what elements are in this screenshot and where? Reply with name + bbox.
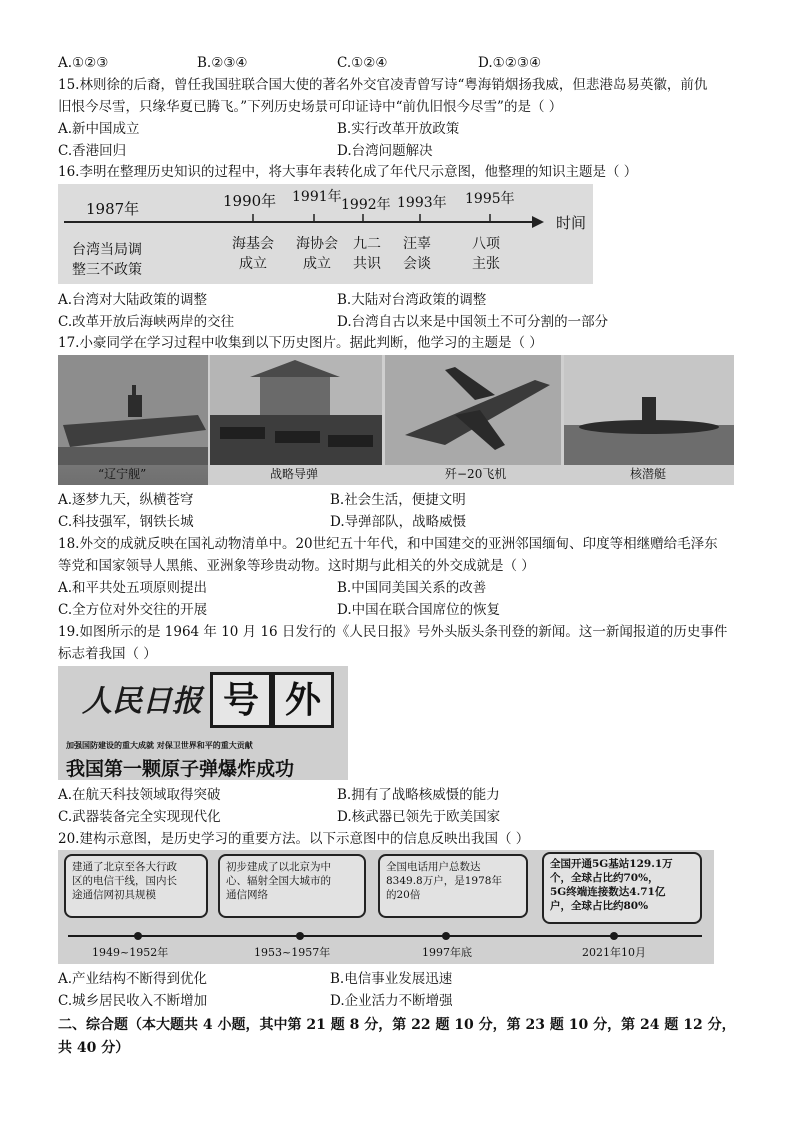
- q16-option-c: C.改革开放后海峡两岸的交往: [58, 314, 235, 330]
- timeline-year-1995: 1995年: [465, 191, 515, 207]
- q15-option-d: D.台湾问题解决: [337, 143, 433, 159]
- newspaper-headline: 我国第一颗原子弹爆炸成功: [66, 758, 295, 780]
- q20-option-d: D.企业活力不断增强: [330, 993, 453, 1009]
- q19-option-a: A.在航天科技领域取得突破: [58, 787, 221, 803]
- q16-option-b: B.大陆对台湾政策的调整: [337, 292, 487, 308]
- timeline-event-1990: 海基会 成立: [232, 236, 274, 272]
- q20-option-b: B.电信事业发展迅速: [330, 971, 453, 987]
- timeline-year-1993: 1993年: [397, 195, 447, 211]
- q20-stem: 20.建构示意图，是历史学习的重要方法。以下示意图中的信息反映出我国（ ）: [58, 831, 530, 847]
- timeline-year-1987: 1987年: [86, 200, 140, 218]
- q20-box-1997: 全国电话用户总数达 8349.8万户，是1978年 的20倍: [378, 854, 528, 918]
- q15-stem-line1: 15.林则徐的后裔，曾任我国驻联合国大使的著名外交官凌青曾写诗“粤海销烟扬我威，但悲港岛易英徽，前仇: [58, 77, 708, 93]
- newspaper-subhead: 加强国防建设的重大成就 对保卫世界和平的重大贡献: [66, 740, 253, 750]
- timeline-year-1990: 1990年: [223, 192, 277, 210]
- timeline-year-1992: 1992年: [341, 197, 391, 213]
- q20-option-c: C.城乡居民收入不断增加: [58, 993, 208, 1009]
- q20-box-2021: 全国开通5G基站129.1万 个，全球占比约70%， 5G终端连接数达4.71亿 户，全球占比约80%: [542, 852, 702, 924]
- timeline-time-label: 时间: [556, 214, 587, 232]
- q16-timeline-figure: [58, 184, 593, 284]
- strategic-missile-photo: [210, 355, 382, 485]
- q19-newspaper-figure: [58, 666, 348, 780]
- timeline-event-1993: 汪辜 会谈: [403, 236, 431, 272]
- caption-j20: 歼−20飞机: [445, 467, 507, 481]
- q20-date-1953: 1953~1957年: [254, 946, 331, 959]
- q19-option-d: D.核武器已领先于欧美国家: [337, 809, 501, 825]
- q16-option-a: A.台湾对大陆政策的调整: [58, 292, 208, 308]
- newspaper-wai: 外: [272, 672, 334, 728]
- q19-stem-line2: 标志着我国（ ）: [58, 646, 157, 662]
- q17-option-c: C.科技强军，钢铁长城: [58, 514, 194, 530]
- q17-stem: 17.小豪同学在学习过程中收集到以下历史图片。据此判断，他学习的主题是（ ）: [58, 335, 543, 351]
- q20-schematic-figure: [58, 850, 714, 964]
- timeline-event-1995: 八项 主张: [472, 236, 500, 272]
- q18-stem-line2: 等党和国家领导人黑熊、亚洲象等珍贵动物。这时期与此相关的外交成就是（ ）: [58, 558, 535, 574]
- q19-stem-line1: 19.如图所示的是 1964 年 10 月 16 日发行的《人民日报》号外头版头条刊登的新闻。这一新闻报道的历史事件: [58, 624, 728, 640]
- q20-date-1949: 1949~1952年: [92, 946, 169, 959]
- q15-option-a: A.新中国成立: [58, 121, 140, 137]
- q20-date-1997: 1997年底: [422, 946, 472, 959]
- q14-option-c: C.①②④: [337, 55, 388, 71]
- q20-option-a: A.产业结构不断得到优化: [58, 971, 208, 987]
- q15-option-c: C.香港回归: [58, 143, 127, 159]
- q14-option-a: A.①②③: [58, 55, 109, 71]
- caption-liaoning: “辽宁舰”: [98, 467, 147, 481]
- q19-option-b: B.拥有了战略核威慑的能力: [337, 787, 500, 803]
- q20-box-1953: 初步建成了以北京为中 心、辐射全国大城市的 通信网络: [218, 854, 366, 918]
- q18-stem-line1: 18.外交的成就反映在国礼动物清单中。20世纪五十年代，和中国建交的亚洲邻国缅甸、印度等相继赠给毛泽东: [58, 536, 718, 552]
- q15-option-b: B.实行改革开放政策: [337, 121, 460, 137]
- q18-option-a: A.和平共处五项原则提出: [58, 580, 208, 596]
- q16-option-d: D.台湾自古以来是中国领土不可分割的一部分: [337, 314, 609, 330]
- section2-heading-line1: 二、综合题（本大题共 4 小题，其中第 21 题 8 分，第 22 题 10 分，第 23 题 10 分，第 24 题 12 分，: [58, 1017, 736, 1033]
- liaoning-carrier-photo: [58, 355, 208, 485]
- q14-option-d: D.①②③④: [478, 55, 542, 71]
- caption-submarine: 核潜艇: [630, 467, 667, 481]
- timeline-event-1991: 海协会 成立: [296, 236, 338, 272]
- newspaper-masthead: 人民日报: [82, 684, 202, 719]
- q17-photo-strip: [58, 355, 734, 485]
- timeline-event-1992: 九二 共识: [353, 236, 381, 272]
- q18-option-b: B.中国同美国关系的改善: [337, 580, 487, 596]
- q17-option-d: D.导弹部队，战略威慑: [330, 514, 467, 530]
- caption-missile: 战略导弹: [270, 467, 319, 481]
- nuclear-submarine-photo: [564, 355, 734, 485]
- q15-stem-line2: 旧恨今尽雪，只缘华夏已腾飞。”下列历史场景可印证诗中“前仇旧恨今尽雪”的是（ ）: [58, 99, 563, 115]
- q19-option-c: C.武器装备完全实现现代化: [58, 809, 221, 825]
- q17-option-a: A.逐梦九天，纵横苍穹: [58, 492, 194, 508]
- q16-stem: 16.李明在整理历史知识的过程中，将大事年表转化成了年代尺示意图，他整理的知识主题是（ ）: [58, 164, 638, 180]
- q20-box-1949: 建通了北京至各大行政 区的电信干线，国内长 途通信网初具规模: [64, 854, 208, 918]
- section2-heading-line2: 共 40 分）: [58, 1040, 130, 1056]
- q18-option-d: D.中国在联合国席位的恢复: [337, 602, 501, 618]
- newspaper-hao: 号: [210, 672, 272, 728]
- q17-option-b: B.社会生活，便捷文明: [330, 492, 466, 508]
- q18-option-c: C.全方位对外交往的开展: [58, 602, 208, 618]
- q14-option-b: B.②③④: [197, 55, 248, 71]
- timeline-year-1991: 1991年: [292, 189, 342, 205]
- q20-date-2021: 2021年10月: [582, 946, 646, 959]
- j20-aircraft-photo: [385, 355, 561, 485]
- timeline-event-1987: 台湾当局调 整三不政策: [72, 242, 142, 278]
